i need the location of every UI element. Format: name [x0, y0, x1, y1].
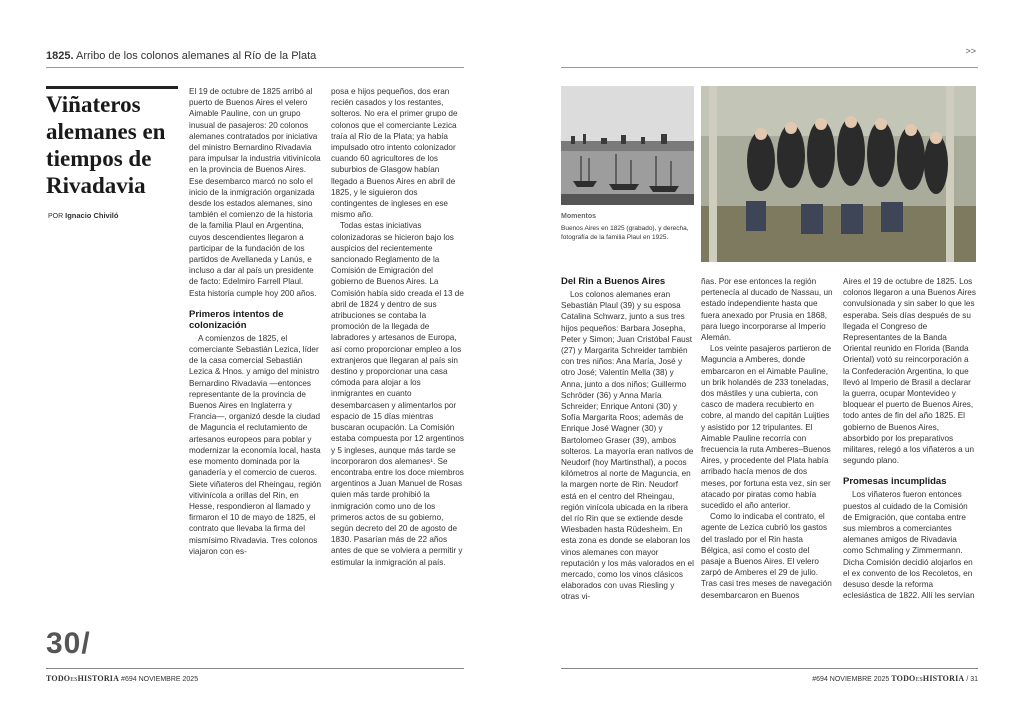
article-title: Viñateros alemanes en tiempos de Rivadavia [46, 86, 178, 199]
continue-arrows-icon: >> [965, 46, 976, 56]
paragraph: Los veinte pasajeros partieron de Maguncia a Amberes, donde embarcaron en el Aimable Pauline, un brik holandés de 233 toneladas, dos mástiles y una cubierta, con casco de madera recubierto en cobre, al mando del capitán Luijties y asistido por 12 tripulantes. El Aimable Pauline recorría con frecuencia la ruta Amberes–Buenos Aires, y procedente del Plata había arribado hacía menos de dos meses, por fortuna esta vez, sin ser atacado por piratas como había sucedido el año anterior. [701, 344, 832, 511]
magazine-brand: TODOESHISTORIA [46, 674, 120, 683]
text-column-1 [189, 86, 321, 557]
magazine-brand: TODOESHISTORIA [891, 674, 965, 683]
issue-info: #694 NOVIEMBRE 2025 [121, 676, 199, 683]
caption-title: Momentos [561, 213, 596, 220]
paragraph: Los viñateros fueron entonces puestos al cuidado de la Comisión de Emigración, que contaba entre sus miembros a comerciantes alemanes amigos de Rivadavia como Schmaling y Zimmermann. Dicha Comisión decidió alojarlos en el ex convento de los Recoletos, en desuso desde la reforma eclesiástica de 1822. Allí les servían [843, 490, 975, 601]
issue-info: #694 NOVIEMBRE 2025 [812, 676, 890, 683]
text-column-2 [331, 86, 465, 568]
subheading: Del Rin a Buenos Aires [561, 276, 666, 287]
page-number-right: / 31 [966, 676, 978, 683]
byline [48, 211, 118, 220]
paragraph: El 19 de octubre de 1825 arribó al puerto de Buenos Aires el velero Aimable Pauline, con un grupo inusual de pasajeros: 20 colonos alemanes contratados por iniciativa del ministro Bernardino Rivadavia para impulsar la industria vitivinícola en la provincia de Buenos Aires. Ese desembarco marcó no solo el inicio de la inmigración organizada desde los estados alemanes, sino también el comienzo de la historia de la familia Plaul en Argentina, cuyos descendientes llegaron a participar de la fundación de los partidos de Avellaneda y Lanús, e incluso a dar al país un presidente de facto: Edelmiro Farrell Plaul. Esta historia cumple hoy 200 años. [189, 87, 321, 298]
byline-prefix: POR [48, 213, 64, 220]
paragraph: Aires el 19 de octubre de 1825. Los colonos llegaron a una Buenos Aires convulsionada y sin saber lo que les esperaba. Seis días después de su llegada el Congreso de Representantes de la Banda Oriental reunido en Florida (Banda Oriental) votó su reincorporación a la Confederación Argentina, lo que llevó al Imperio de Brasil a declarar la guerra, ocupar Montevideo y bloquear el puerto de Buenos Aires, todo antes de fin del año 1825. El gobierno de Buenos Aires, absorbido por los preparativos militares, relegó a los viñateros a un segundo plano. [843, 277, 976, 466]
engraving-image [561, 86, 694, 205]
footer-right [561, 668, 978, 683]
paragraph: Como lo indicaba el contrato, el agente de Lezica cubrió los gastos del traslado por el Rin hasta Bélgica, así como el costo del pasaje a Buenos Aires. El velero zarpó de Amberes el 29 de julio. Tras casi tres meses de navegación desembarcaron en Buenos [701, 512, 832, 600]
family-group-photo-icon [701, 86, 976, 262]
footer-left [46, 668, 464, 683]
paragraph: Los colonos alemanes eran Sebastián Plaul (39) y su esposa Catalina Schwarz, junto a sus tres hijos pequeños: Barbara Josepha, Peter y Simon; Juan Cristóbal Faust (27) y Margarita Schreider también con tres niños: Ana María, José y otro José; Valentín Mella (38) y Anna, junto a dos niños; Guillermo Schröder (36) y Anna María Schreider; Enrique Antoni (30) y Sofía Margarita Roos; además de Enrique José Wagner (30) y Bartolomeo Graser (39), ambos solteros. La mayoría eran nativos de Neudorf (hoy Martinsthal), a pocos kilómetros al norte de Maguncia, en la margen norte de Rin. Neudorf está en el centro del Rheingau, región vinícola ubicada en la ribera del río Rin que se extiende desde Wiesbaden hasta Rüdesheim. En esta zona es donde se elaboran los vinos alemanes con mayor reputación y los más valorados en el mercado, como los vinos clásicos elaborados con uvas Riesling y otras vi- [561, 290, 694, 602]
text-column-5 [843, 276, 976, 601]
caption-text: Buenos Aires en 1825 (grabado), y derecha, fotografía de la familia Plaul en 1925. [561, 225, 689, 241]
paragraph: posa e hijos pequeños, dos eran recién casados y los restantes, solteros. No era el primer grupo de colonos que el comerciante Lezica traía al Río de la Plata; ya había impulsado otro intento colonizador cuando 60 agricultores de los suburbios de Glasgow habían llegado a Buenos Aires en abril de 1825, y le siguieron dos contingentes de ingleses en ese mismo año. [331, 87, 458, 220]
text-column-4 [701, 276, 834, 601]
header-section-title: Arribo de los colonos alemanes al Río de la Plata [75, 50, 317, 62]
paragraph: A comienzos de 1825, el comerciante Sebastián Lezica, líder de la casa comercial Sebastián Lezica & Hnos. y amigo del ministro Bernardino Rivadavia —entonces representante de la provincia de Buenos Aires en Inglaterra y Francia—, organizó desde la ciudad de Maguncia el reclutamiento de artesanos europeos para poblar y modernizar la economía local, hasta ese momento dominada por la ganadería y el comercio de cueros. Siete viñateros del Rheingau, región vitivinícola a orillas del Rin, en Hesse, respondieron al llamado y firmaron el 10 de mayo de 1825, el contrato que llevaba la firma del mismísimo Rivadavia. Tres colonos viajaron con es- [189, 333, 321, 556]
running-header [46, 46, 464, 68]
subheading: Promesas incumplidas [843, 476, 947, 488]
harbor-engraving-icon [561, 86, 694, 205]
paragraph: Todas estas iniciativas colonizadoras se hicieron bajo los auspicios del recientemente sancionado Reglamento de la Comisión de Emigración del gobierno de Buenos Aires. La Comisión había sido creada el 13 de abril de 1824 y dentro de sus atribuciones se contaba la promoción de la llegada de labradores y artesanos de Europa, así como proporcionar empleo a los extranjeros que llegaran al país sin destino y proporcionar una casa cómoda para alojar a los inmigrantes en cuanto desembarcasen y alimentarlos por espacio de 15 días mientras buscaran ocupación. La Comisión estaba compuesta por 12 argentinos y 5 ingleses, aunque más tarde se incorporaron dos alemanes¹. Se encontraba entre los doce miembros argentinos a Juan Manuel de Rosas quien más tarde prohibió la inmigración como uno de los primeros actos de su gobierno, según decreto del 20 de agosto de 1830. Pasarían más de 22 años antes de que se volviera a permitir y estimular la inmigración al país. [331, 221, 464, 567]
paragraph: ñas. Por ese entonces la región pertenecía al ducado de Nassau, un estado independiente hasta que fuera anexado por Prusia en 1868, para luego incorporarse al Imperio Alemán. [701, 277, 833, 343]
running-header-right [561, 46, 978, 68]
header-year: 1825. [46, 50, 74, 62]
subheading: Primeros intentos de colonización [189, 308, 284, 331]
family-photo [701, 86, 976, 262]
text-column-3 [561, 276, 694, 603]
page-number-left: 30/ [46, 627, 91, 660]
author-name: Ignacio Chiviló [65, 211, 119, 220]
